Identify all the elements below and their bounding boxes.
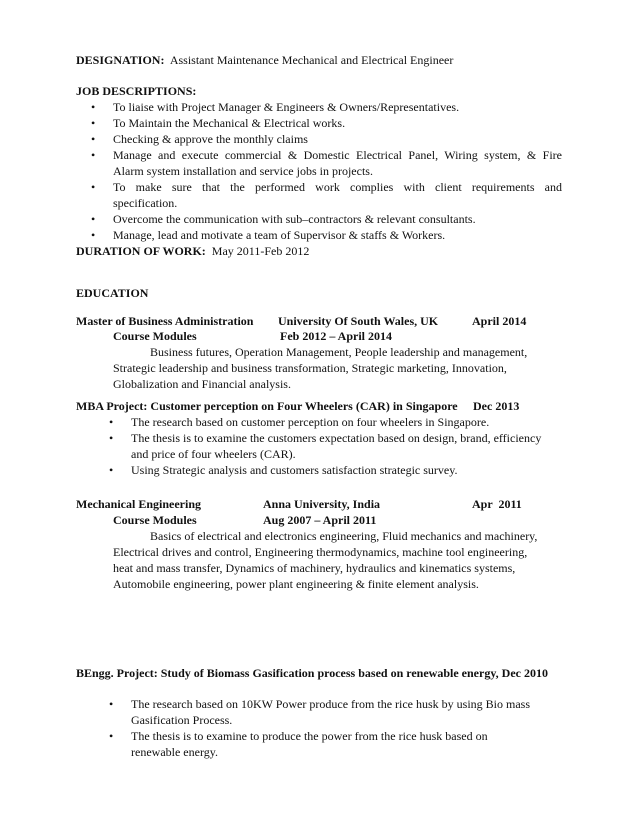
mba-project-row: [76, 398, 566, 414]
list-item: • To liaise with Project Manager & Engineers & Owners/Representatives.: [113, 99, 562, 115]
mba-modules-label: Course Modules: [113, 329, 197, 343]
mba-project-list: [131, 414, 571, 478]
mech-modules-line-2: Electrical drives and control, Engineering thermodynamics, machine tool engineering,: [113, 545, 528, 559]
designation-label: DESIGNATION:: [76, 53, 165, 67]
list-item: • Manage and execute commercial & Domestic Electrical Panel, Wiring system, & Fire Alarm system installation and service jobs in projects.: [113, 147, 562, 179]
list-item: • To make sure that the performed work complies with client requirements and specification.: [113, 179, 562, 211]
mba-date: April 2014: [472, 314, 527, 328]
mech-date: Apr 2011: [472, 497, 522, 511]
beng-project-title: BEngg. Project: Study of Biomass Gasification process based on renewable energy, Dec 2010: [76, 666, 548, 680]
list-item: • The research based on customer perception on four wheelers in Singapore.: [131, 414, 571, 430]
mech-modules-dates: Aug 2007 – April 2011: [263, 513, 377, 527]
mba-modules-line-1: Business futures, Operation Management, People leadership and management,: [150, 345, 528, 359]
mba-modules-row: [113, 328, 513, 344]
mech-university: Anna University, India: [263, 497, 381, 511]
mba-project-title: MBA Project: Customer perception on Four Wheelers (CAR) in Singapore: [76, 399, 458, 413]
list-item: • Overcome the communication with sub–contractors & relevant consultants.: [113, 211, 562, 227]
mech-degree: Mechanical Engineering: [76, 497, 201, 511]
duration-value: May 2011-Feb 2012: [211, 244, 310, 258]
list-item: • The research based on 10KW Power produce from the rice husk by using Bio mass Gasification Process.: [131, 696, 561, 728]
mba-university: University Of South Wales, UK: [278, 314, 439, 328]
mech-modules-line-1: Basics of electrical and electronics engineering, Fluid mechanics and machinery,: [150, 529, 538, 543]
duration-line: [76, 243, 309, 259]
mech-row: [76, 496, 566, 512]
list-item: • The thesis is to examine the customers expectation based on design, brand, efficiency and price of four wheelers (CAR).: [131, 430, 571, 462]
list-item: • Checking & approve the monthly claims: [113, 131, 562, 147]
mba-modules-line-2: Strategic leadership and business transformation, Strategic marketing, Innovation,: [113, 361, 507, 375]
mba-row: [76, 313, 566, 329]
job-descriptions-list: [113, 99, 562, 243]
list-item: • The thesis is to examine to produce the power from the rice husk based on renewable energy.: [131, 728, 561, 760]
list-item: • To Maintain the Mechanical & Electrical works.: [113, 115, 562, 131]
mba-degree: Master of Business Administration: [76, 314, 254, 328]
duration-label: DURATION OF WORK:: [76, 244, 206, 258]
education-heading: EDUCATION: [76, 286, 149, 300]
mech-modules-line-3: heat and mass transfer, Dynamics of machinery, hydraulics and kinematics systems,: [113, 561, 516, 575]
mba-modules-line-3: Globalization and Financial analysis.: [113, 377, 291, 391]
mech-modules-line-4: Automobile engineering, power plant engineering & finite element analysis.: [113, 577, 479, 591]
job-descriptions-heading: JOB DESCRIPTIONS:: [76, 84, 197, 98]
list-item: • Using Strategic analysis and customers satisfaction strategic survey.: [131, 462, 571, 478]
mech-modules-label: Course Modules: [113, 513, 197, 527]
designation-line: [76, 52, 453, 68]
mba-modules-dates: Feb 2012 – April 2014: [280, 329, 393, 343]
mech-modules-row: [113, 512, 513, 528]
designation-value: Assistant Maintenance Mechanical and Electrical Engineer: [169, 53, 454, 67]
beng-project-list: [131, 696, 561, 760]
mba-project-date: Dec 2013: [473, 399, 520, 413]
list-item: • Manage, lead and motivate a team of Supervisor & staffs & Workers.: [113, 227, 562, 243]
